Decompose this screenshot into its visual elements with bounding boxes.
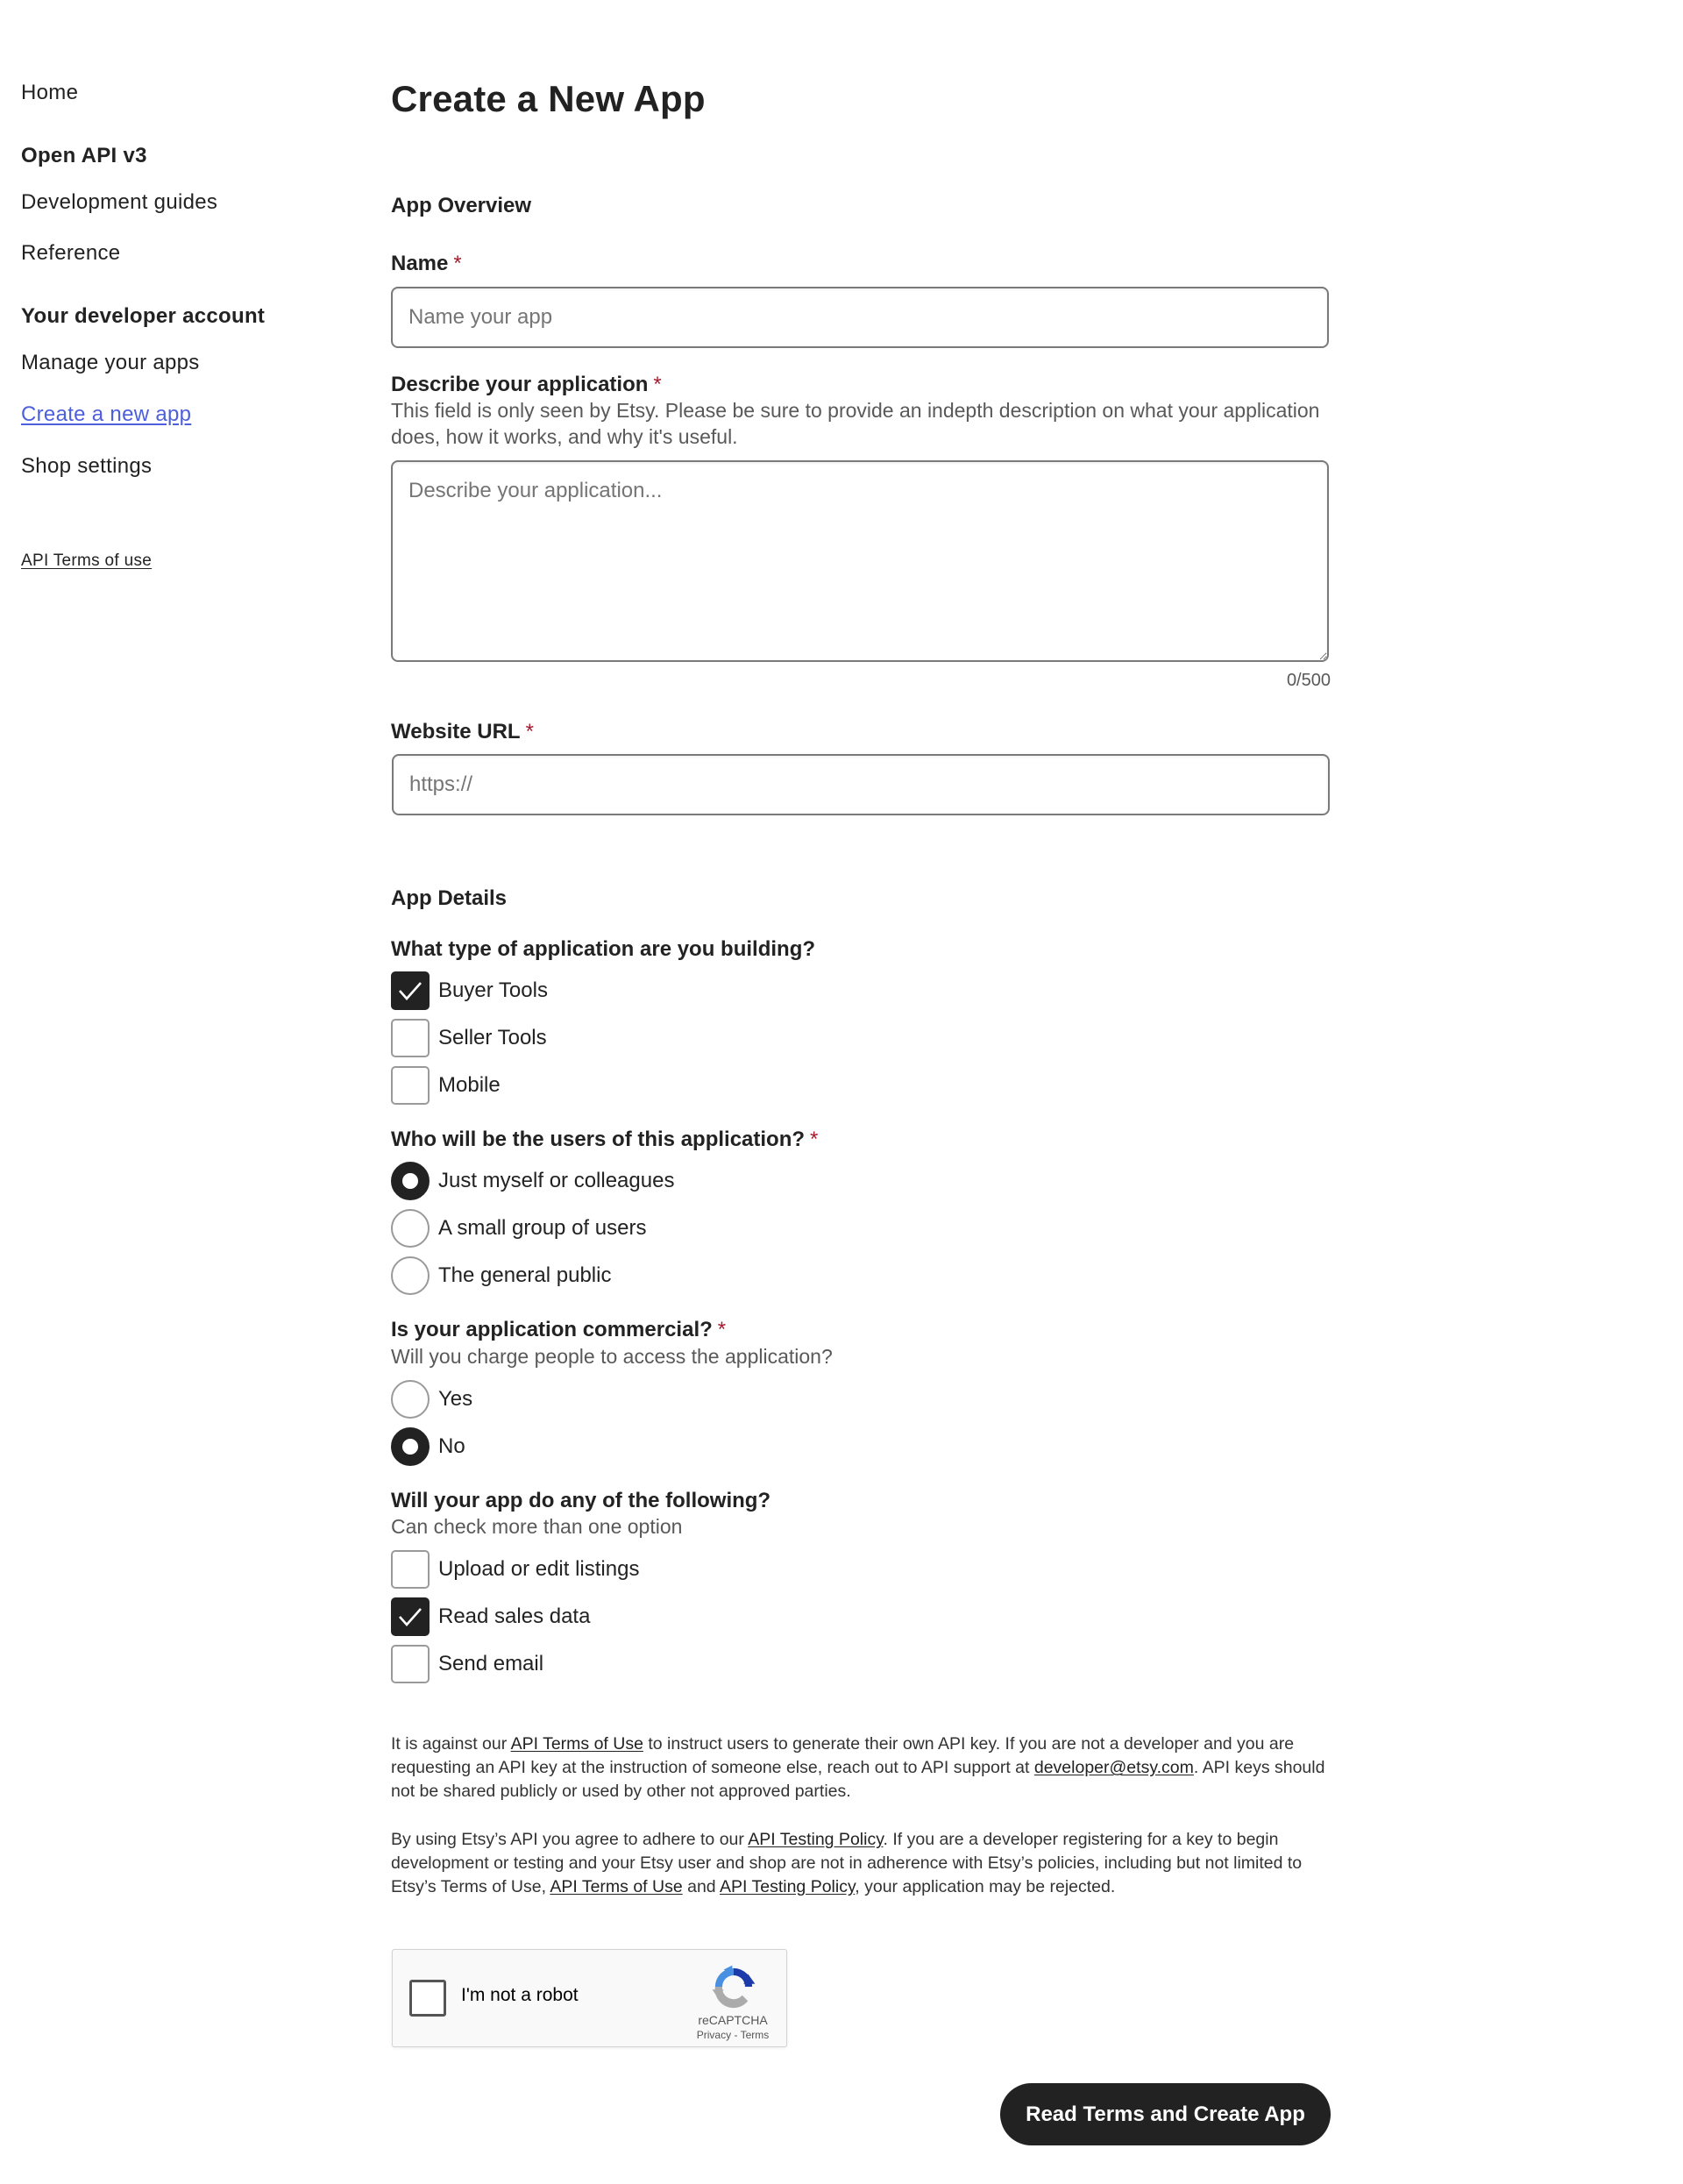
recaptcha-brand: reCAPTCHA — [698, 2013, 768, 2027]
radio-commercial-no[interactable] — [391, 1427, 465, 1466]
link-api-testing-policy[interactable]: API Testing Policy — [748, 1830, 884, 1849]
link-api-terms-of-use[interactable]: API Terms of Use — [550, 1877, 683, 1896]
radio-label: Just myself or colleagues — [438, 1169, 675, 1192]
radio-circle[interactable] — [391, 1380, 430, 1419]
recaptcha-checkbox[interactable] — [409, 1980, 446, 2017]
checkbox-box[interactable] — [391, 1066, 430, 1105]
description-label — [391, 372, 662, 398]
radio-label: The general public — [438, 1263, 612, 1287]
sidebar-heading-open-api: Open API v3 — [21, 144, 147, 167]
checkbox-label: Upload or edit listings — [438, 1557, 640, 1581]
checkbox-label: Read sales data — [438, 1604, 591, 1628]
required-mark: * — [453, 252, 462, 275]
link-developer-email[interactable]: developer@etsy.com — [1033, 1758, 1194, 1777]
radio-just-myself[interactable] — [391, 1162, 674, 1200]
checkmark-icon — [397, 1606, 423, 1627]
users-question-text: Who will be the users of this application? — [391, 1128, 806, 1151]
sidebar-item-development-guides[interactable]: Development guides — [21, 190, 218, 214]
name-label-text: Name — [391, 252, 449, 275]
legal-text: . If you are a developer registering for a key to begin development or testing and your Etsy user and shop are not in adherence with Etsy’s policies, including but not limited to Etsy’s Terms of Use, — [391, 1830, 1303, 1896]
checkbox-label: Mobile — [438, 1073, 501, 1097]
required-mark: * — [525, 720, 534, 743]
website-label-text: Website URL — [391, 720, 521, 743]
checkbox-read-sales-data[interactable] — [391, 1597, 590, 1636]
name-label — [391, 251, 462, 277]
radio-circle[interactable] — [391, 1162, 430, 1200]
checkbox-box[interactable] — [391, 1550, 430, 1589]
recaptcha-logo-icon — [711, 1964, 756, 2010]
checkbox-buyer-tools[interactable] — [391, 971, 548, 1010]
radio-circle[interactable] — [391, 1209, 430, 1248]
checkbox-box[interactable] — [391, 1019, 430, 1057]
radio-small-group[interactable] — [391, 1209, 646, 1248]
radio-general-public[interactable] — [391, 1256, 611, 1295]
checkmark-icon — [397, 980, 423, 1001]
sidebar-link-api-terms[interactable]: API Terms of use — [21, 551, 153, 570]
website-label — [391, 719, 534, 745]
description-char-counter: 0/500 — [1286, 671, 1331, 690]
sidebar-heading-developer-account: Your developer account — [21, 304, 266, 328]
capabilities-question: Will your app do any of the following? — [391, 1489, 771, 1512]
separator: - — [731, 2029, 741, 2041]
sidebar-item-manage-apps[interactable]: Manage your apps — [21, 351, 200, 374]
radio-label: A small group of users — [438, 1216, 647, 1240]
checkbox-label: Send email — [438, 1652, 544, 1675]
checkbox-label: Buyer Tools — [438, 978, 548, 1002]
users-question — [391, 1127, 818, 1153]
app-type-question: What type of application are you building? — [391, 937, 816, 961]
sidebar-item-shop-settings[interactable]: Shop settings — [21, 454, 153, 478]
checkbox-upload-listings[interactable] — [391, 1550, 639, 1589]
website-url-input[interactable] — [392, 754, 1330, 815]
description-label-text: Describe your application — [391, 373, 649, 396]
checkbox-box[interactable] — [391, 971, 430, 1010]
required-mark: * — [653, 373, 662, 396]
legal-notice-testing-policy — [391, 1828, 1333, 1899]
legal-text: to instruct users to generate their own API key. If you are not a developer and you are requesting an API key at the instruction of someone else, reach out to API support at — [391, 1734, 1295, 1777]
checkbox-mobile[interactable] — [391, 1066, 501, 1105]
legal-text: It is against our — [391, 1734, 511, 1754]
legal-notice-api-key — [391, 1732, 1333, 1803]
app-description-textarea[interactable] — [391, 460, 1329, 662]
radio-circle[interactable] — [391, 1427, 430, 1466]
app-name-input[interactable] — [391, 287, 1329, 348]
radio-label: No — [438, 1434, 465, 1458]
radio-label: Yes — [438, 1387, 473, 1411]
recaptcha-terms-link[interactable]: Terms — [740, 2029, 770, 2041]
commercial-question-text: Is your application commercial? — [391, 1318, 713, 1341]
sidebar-item-reference[interactable]: Reference — [21, 241, 121, 265]
read-terms-create-app-button[interactable]: Read Terms and Create App — [1000, 2083, 1331, 2145]
sidebar-item-create-new-app[interactable]: Create a new app — [21, 402, 192, 426]
recaptcha-links — [693, 2029, 772, 2041]
commercial-question — [391, 1317, 726, 1343]
checkbox-seller-tools[interactable] — [391, 1019, 547, 1057]
legal-text: and — [682, 1877, 720, 1896]
capabilities-help-text: Can check more than one option — [391, 1515, 683, 1538]
link-api-testing-policy[interactable]: API Testing Policy — [720, 1877, 856, 1896]
checkbox-box[interactable] — [391, 1597, 430, 1636]
commercial-help-text: Will you charge people to access the application? — [391, 1345, 833, 1368]
legal-text: . API keys should not be shared publicly or used by other not approved parties. — [391, 1758, 1325, 1801]
legal-text: , your application may be rejected. — [855, 1877, 1116, 1896]
checkbox-box[interactable] — [391, 1645, 430, 1683]
recaptcha-widget — [392, 1949, 787, 2047]
legal-text: By using Etsy’s API you agree to adhere to our — [391, 1830, 749, 1849]
required-mark: * — [717, 1318, 727, 1341]
link-api-terms-of-use[interactable]: API Terms of Use — [510, 1734, 643, 1754]
section-title-app-details: App Details — [391, 886, 508, 910]
recaptcha-privacy-link[interactable]: Privacy — [696, 2029, 732, 2041]
checkbox-send-email[interactable] — [391, 1645, 543, 1683]
radio-circle[interactable] — [391, 1256, 430, 1295]
section-title-app-overview: App Overview — [391, 194, 532, 217]
description-help-text: This field is only seen by Etsy. Please be sure to provide an indepth description on what your application does, how it works, and why it's useful. — [391, 399, 1320, 448]
sidebar-item-home[interactable]: Home — [21, 81, 79, 104]
checkbox-label: Seller Tools — [438, 1026, 547, 1049]
page-title: Create a New App — [391, 78, 706, 119]
required-mark: * — [810, 1128, 819, 1151]
recaptcha-label: I'm not a robot — [461, 1985, 579, 2005]
radio-commercial-yes[interactable] — [391, 1380, 472, 1419]
